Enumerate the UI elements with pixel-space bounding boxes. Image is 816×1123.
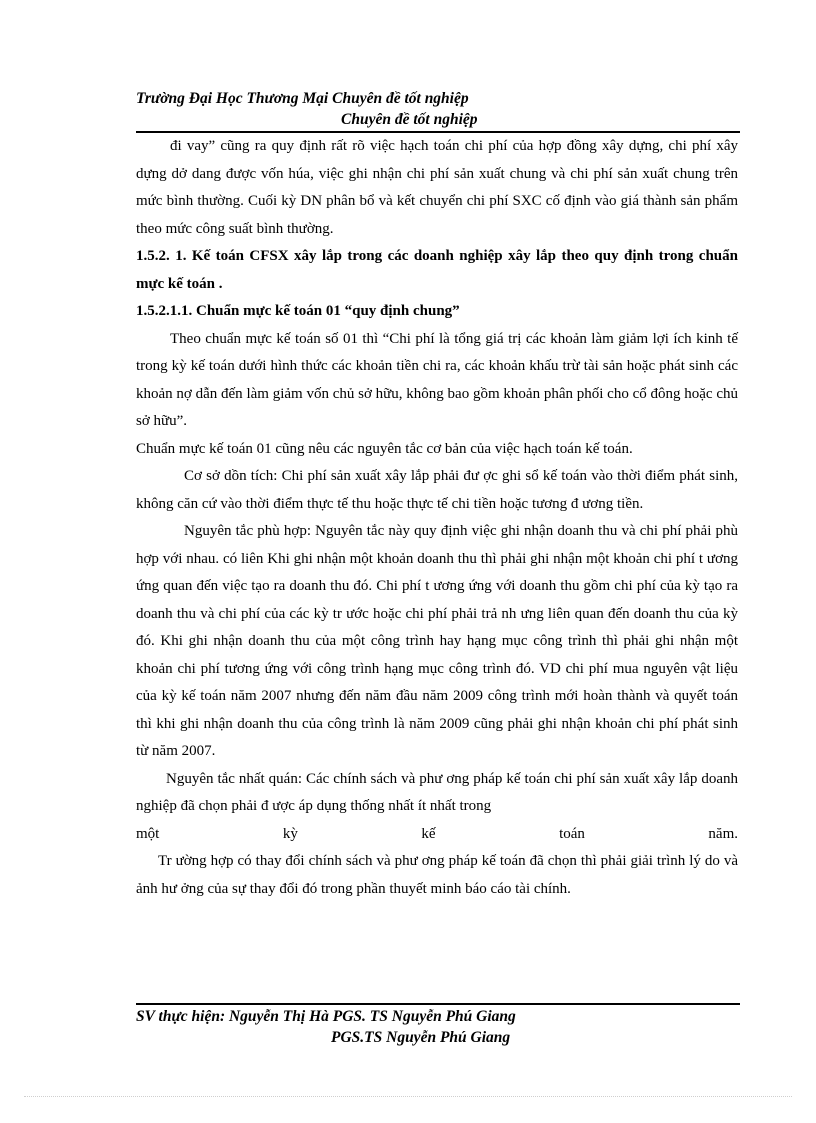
header-report-title: Chuyên đề tốt nghiệp (341, 111, 478, 128)
paragraph-cost-rules: đi vay” cũng ra quy định rất rõ việc hạch toán chi phí của hợp đồng xây dựng, chi phí xây dựng dở dang được vốn húa, việc ghi nhận chi phí sản xuất chung và chi phí sản xuất chung trên mức bình thường. Cuối kỳ DN phân bổ và kết chuyển chi phí SXC cố định vào giá thành sản phẩm theo mức công suất bình thường. (136, 138, 738, 237)
paragraph-consistency-principle: Nguyên tắc nhất quán: Các chính sách và phư ơng pháp kế toán chi phí sản xuất xây lắp doanh nghiệp đã chọn phải đ ược áp dụng thống nhất ít nhất trong (136, 770, 738, 814)
paragraph-policy-change: Tr ường hợp có thay đổi chính sách và phư ơng pháp kế toán đã chọn thì phải giải trình lý do và ảnh hư ởng của sự thay đổi đó trong phần thuyết minh báo cáo tài chính. (136, 853, 738, 897)
paragraph-matching-principle: Nguyên tắc phù hợp: Nguyên tắc này quy định việc ghi nhận doanh thu và chi phí phải phù hợp với nhau. có liên Khi ghi nhận một khoản doanh thu thì phải ghi nhận một khoản chi phí t ương ứng quan đến việc tạo ra doanh thu đó. Chi phí t ương ứng với doanh thu gồm chi phí của kỳ tạo ra doanh thu và chi phí của các kỳ tr ước hoặc chi phí phải trả nh ưng liên quan đến doanh thu của kỳ đó. Khi ghi nhận doanh thu của một công trình hay hạng mục công trình thì phải ghi nhận một khoản chi phí tương ứng với công trình hạng mục công trình đó. VD chi phí mua nguyên vật liệu của kỳ kế toán năm 2007 nhưng đến năm đầu năm 2009 công trình mới hoàn thành và quyết toán thì khi ghi nhận doanh thu của công trình là năm 2009 cũng phải ghi nhận khoản chi phí phát sinh từ năm 2007. (136, 523, 738, 759)
footer-rule (136, 1003, 740, 1005)
footer-supervisor-name: PGS.TS Nguyễn Phú Giang (331, 1029, 511, 1046)
section-heading-1-5-2-1: 1.5.2. 1. Kế toán CFSX xây lắp trong các doanh nghiệp xây lắp theo quy định trong chuẩn mực kế toán . (136, 248, 738, 292)
header-school-title: Trường Đại Học Thương Mại Chuyên đề tốt nghiệp (136, 90, 469, 107)
paragraph-accrual-basis: Cơ sở dồn tích: Chi phí sản xuất xây lắp phải đư ợc ghi sổ kế toán vào thời điểm phát sinh, không căn cứ vào thời điểm thực tế thu hoặc thực tế chi tiền hoặc tương đ ương tiền. (136, 468, 738, 512)
paragraph-consistency-last-line: một kỳ kế toán năm. (136, 825, 738, 842)
section-heading-1-5-2-1-1: 1.5.2.1.1. Chuẩn mực kế toán 01 “quy định chung” (136, 303, 460, 319)
footer-student-name: SV thực hiện: Nguyễn Thị Hà PGS. TS Nguyễn Phú Giang (136, 1008, 516, 1025)
paragraph-basic-principles: Chuẩn mực kế toán 01 cũng nêu các nguyên tắc cơ bản của việc hạch toán kế toán. (136, 440, 633, 457)
paragraph-cost-definition: Theo chuẩn mực kế toán số 01 thì “Chi phí là tổng giá trị các khoản làm giảm lợi ích kinh tế trong kỳ kế toán dưới hình thức các khoản tiền chi ra, các khoản khấu trừ tài sản hoặc phát sinh các khoản nợ dẫn đến làm giảm vốn chủ sở hữu, không bao gồm khoản phân phối cho cổ đông hoặc chủ sở hữu”. (136, 330, 738, 429)
page-bottom-dotted-border (24, 1096, 792, 1097)
document-body (136, 133, 738, 903)
